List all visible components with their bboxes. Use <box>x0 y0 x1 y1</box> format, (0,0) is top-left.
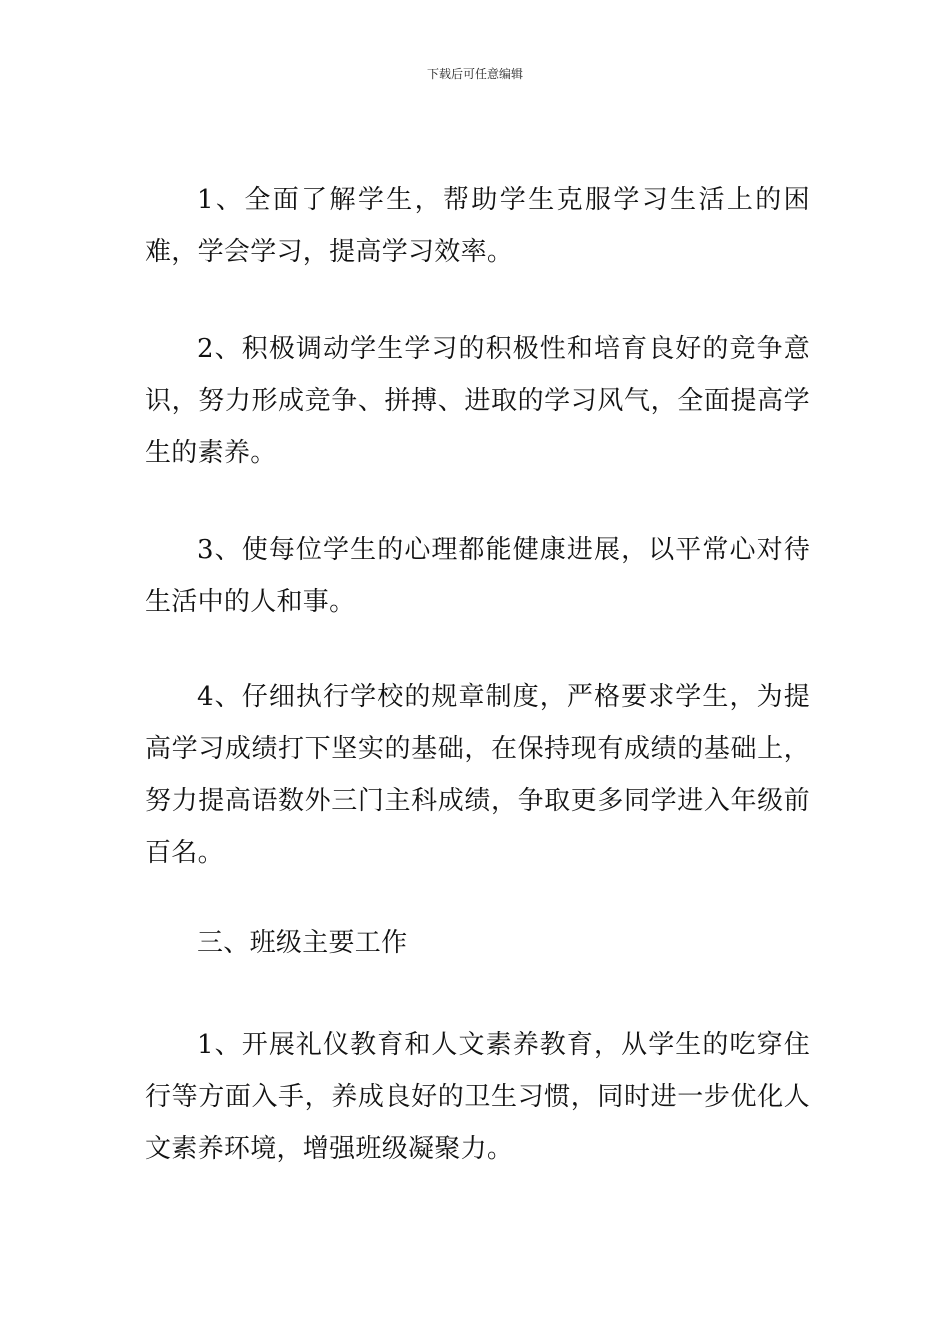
paragraph-goal-3: 3、使每位学生的心理都能健康进展，以平常心对待生活中的人和事。 <box>145 535 810 617</box>
section-heading: 三、班级主要工作 <box>197 928 408 958</box>
paragraph-goal-1: 1、全面了解学生，帮助学生克服学习生活上的困难，学会学习，提高学习效率。 <box>145 185 810 267</box>
paragraph-work-1: 1、开展礼仪教育和人文素养教育，从学生的吃穿住行等方面入手，养成良好的卫生习惯，同时进一步优化人文素养环境，增强班级凝聚力。 <box>145 1030 810 1164</box>
paragraph-goal-2: 2、积极调动学生学习的积极性和培育良好的竞争意识，努力形成竞争、拼搏、进取的学习风气，全面提高学生的素养。 <box>145 334 810 468</box>
page-header-note: 下载后可任意编辑 <box>426 67 523 81</box>
paragraph-goal-4: 4、仔细执行学校的规章制度，严格要求学生，为提高学习成绩打下坚实的基础，在保持现有成绩的基础上，努力提高语数外三门主科成绩，争取更多同学进入年级前百名。 <box>145 682 810 868</box>
